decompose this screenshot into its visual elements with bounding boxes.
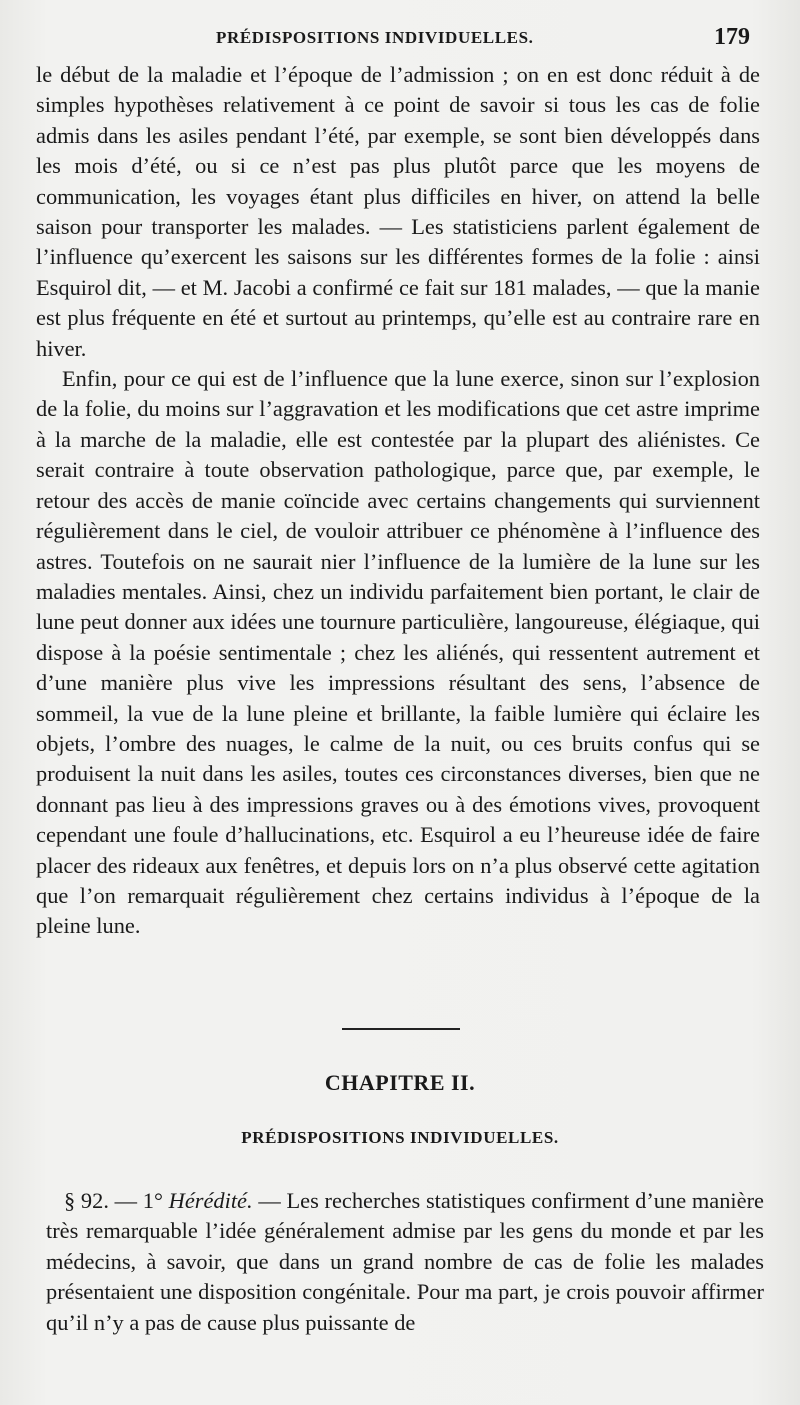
running-head-title: PRÉDISPOSITIONS INDIVIDUELLES. [216, 28, 534, 47]
page-number: 179 [714, 24, 750, 50]
section-92 [46, 1186, 764, 1338]
section-title-heredite: Hérédité. [168, 1188, 253, 1213]
section-number: § 92. — 1° [64, 1188, 163, 1213]
section-92-paragraph [46, 1186, 764, 1338]
paragraph-seasons: le début de la maladie et l’époque de l’admission ; on en est donc réduit à de simples hypothèses relativement à ce point de savoir si tous les cas de folie admis dans les asiles pendant l’été, par exemple, se sont bien développés dans les mois d’été, ou si ce n’est pas plus plutôt parce que les moyens de communication, les voyages étant plus difficiles en hiver, on attend la belle saison pour transporter les malades. — Les statisticiens parlent également de l’influence qu’exercent les saisons sur les différentes formes de la folie : ainsi Esquirol dit, — et M. Jacobi a confirmé ce fait sur 181 malades, — que la manie est plus fréquente en été et surtout au printemps, qu’elle est au contraire rare en hiver. [36, 62, 760, 361]
chapter-heading: CHAPITRE II. [324, 1070, 476, 1095]
running-head [36, 24, 752, 58]
body-text [36, 60, 760, 942]
paragraph-moon: Enfin, pour ce qui est de l’influence que la lune exerce, sinon sur l’explosion de la folie, du moins sur l’aggravation et les modifications que cet astre imprime à la marche de la maladie, elle est contestée par la plupart des aliénistes. Ce serait contraire à toute observation pathologique, parce que, par exemple, le retour des accès de manie coïncide avec certains changements qui surviennent régulièrement dans le ciel, de vouloir attribuer ce phénomène à l’influence des astres. Toutefois on ne saurait nier l’influence de la lumière de la lune sur les maladies mentales. Ainsi, chez un individu parfaitement bien portant, le clair de lune peut donner aux idées une tournure particulière, langoureuse, élégiaque, qui dispose à la poésie sentimentale ; chez les aliénés, qui ressentent autrement et d’une manière plus vive les impressions résultant des sens, l’absence de sommeil, la vue de la lune pleine et brillante, la faible lumière qui éclaire les objets, l’ombre des nuages, le calme de la nuit, ou ces bruits confus qui se produisent la nuit dans les asiles, toutes ces circonstances diverses, bien que ne donnant pas lieu à des impressions graves ou à des émotions vives, provoquent cependant une foule d’hallucinations, etc. Esquirol a eu l’heureuse idée de faire placer des rideaux aux fenêtres, et depuis lors on n’a plus observé cette agitation que l’on remarquait régulièrement chez certains individus à l’époque de la pleine lune. [36, 366, 760, 939]
chapter-subheading: PRÉDISPOSITIONS INDIVIDUELLES. [241, 1128, 559, 1147]
section-divider-rule [342, 1028, 460, 1030]
section-body: — Les recherches statistiques confirment d’une manière très remarquable l’idée généralement admise par les gens du monde et par les médecins, à savoir, que dans un grand nombre de cas de folie les malades présentaient une disposition congénitale. Pour ma part, je crois pouvoir affirmer qu’il n’y a pas de cause plus puissante de [46, 1188, 764, 1335]
